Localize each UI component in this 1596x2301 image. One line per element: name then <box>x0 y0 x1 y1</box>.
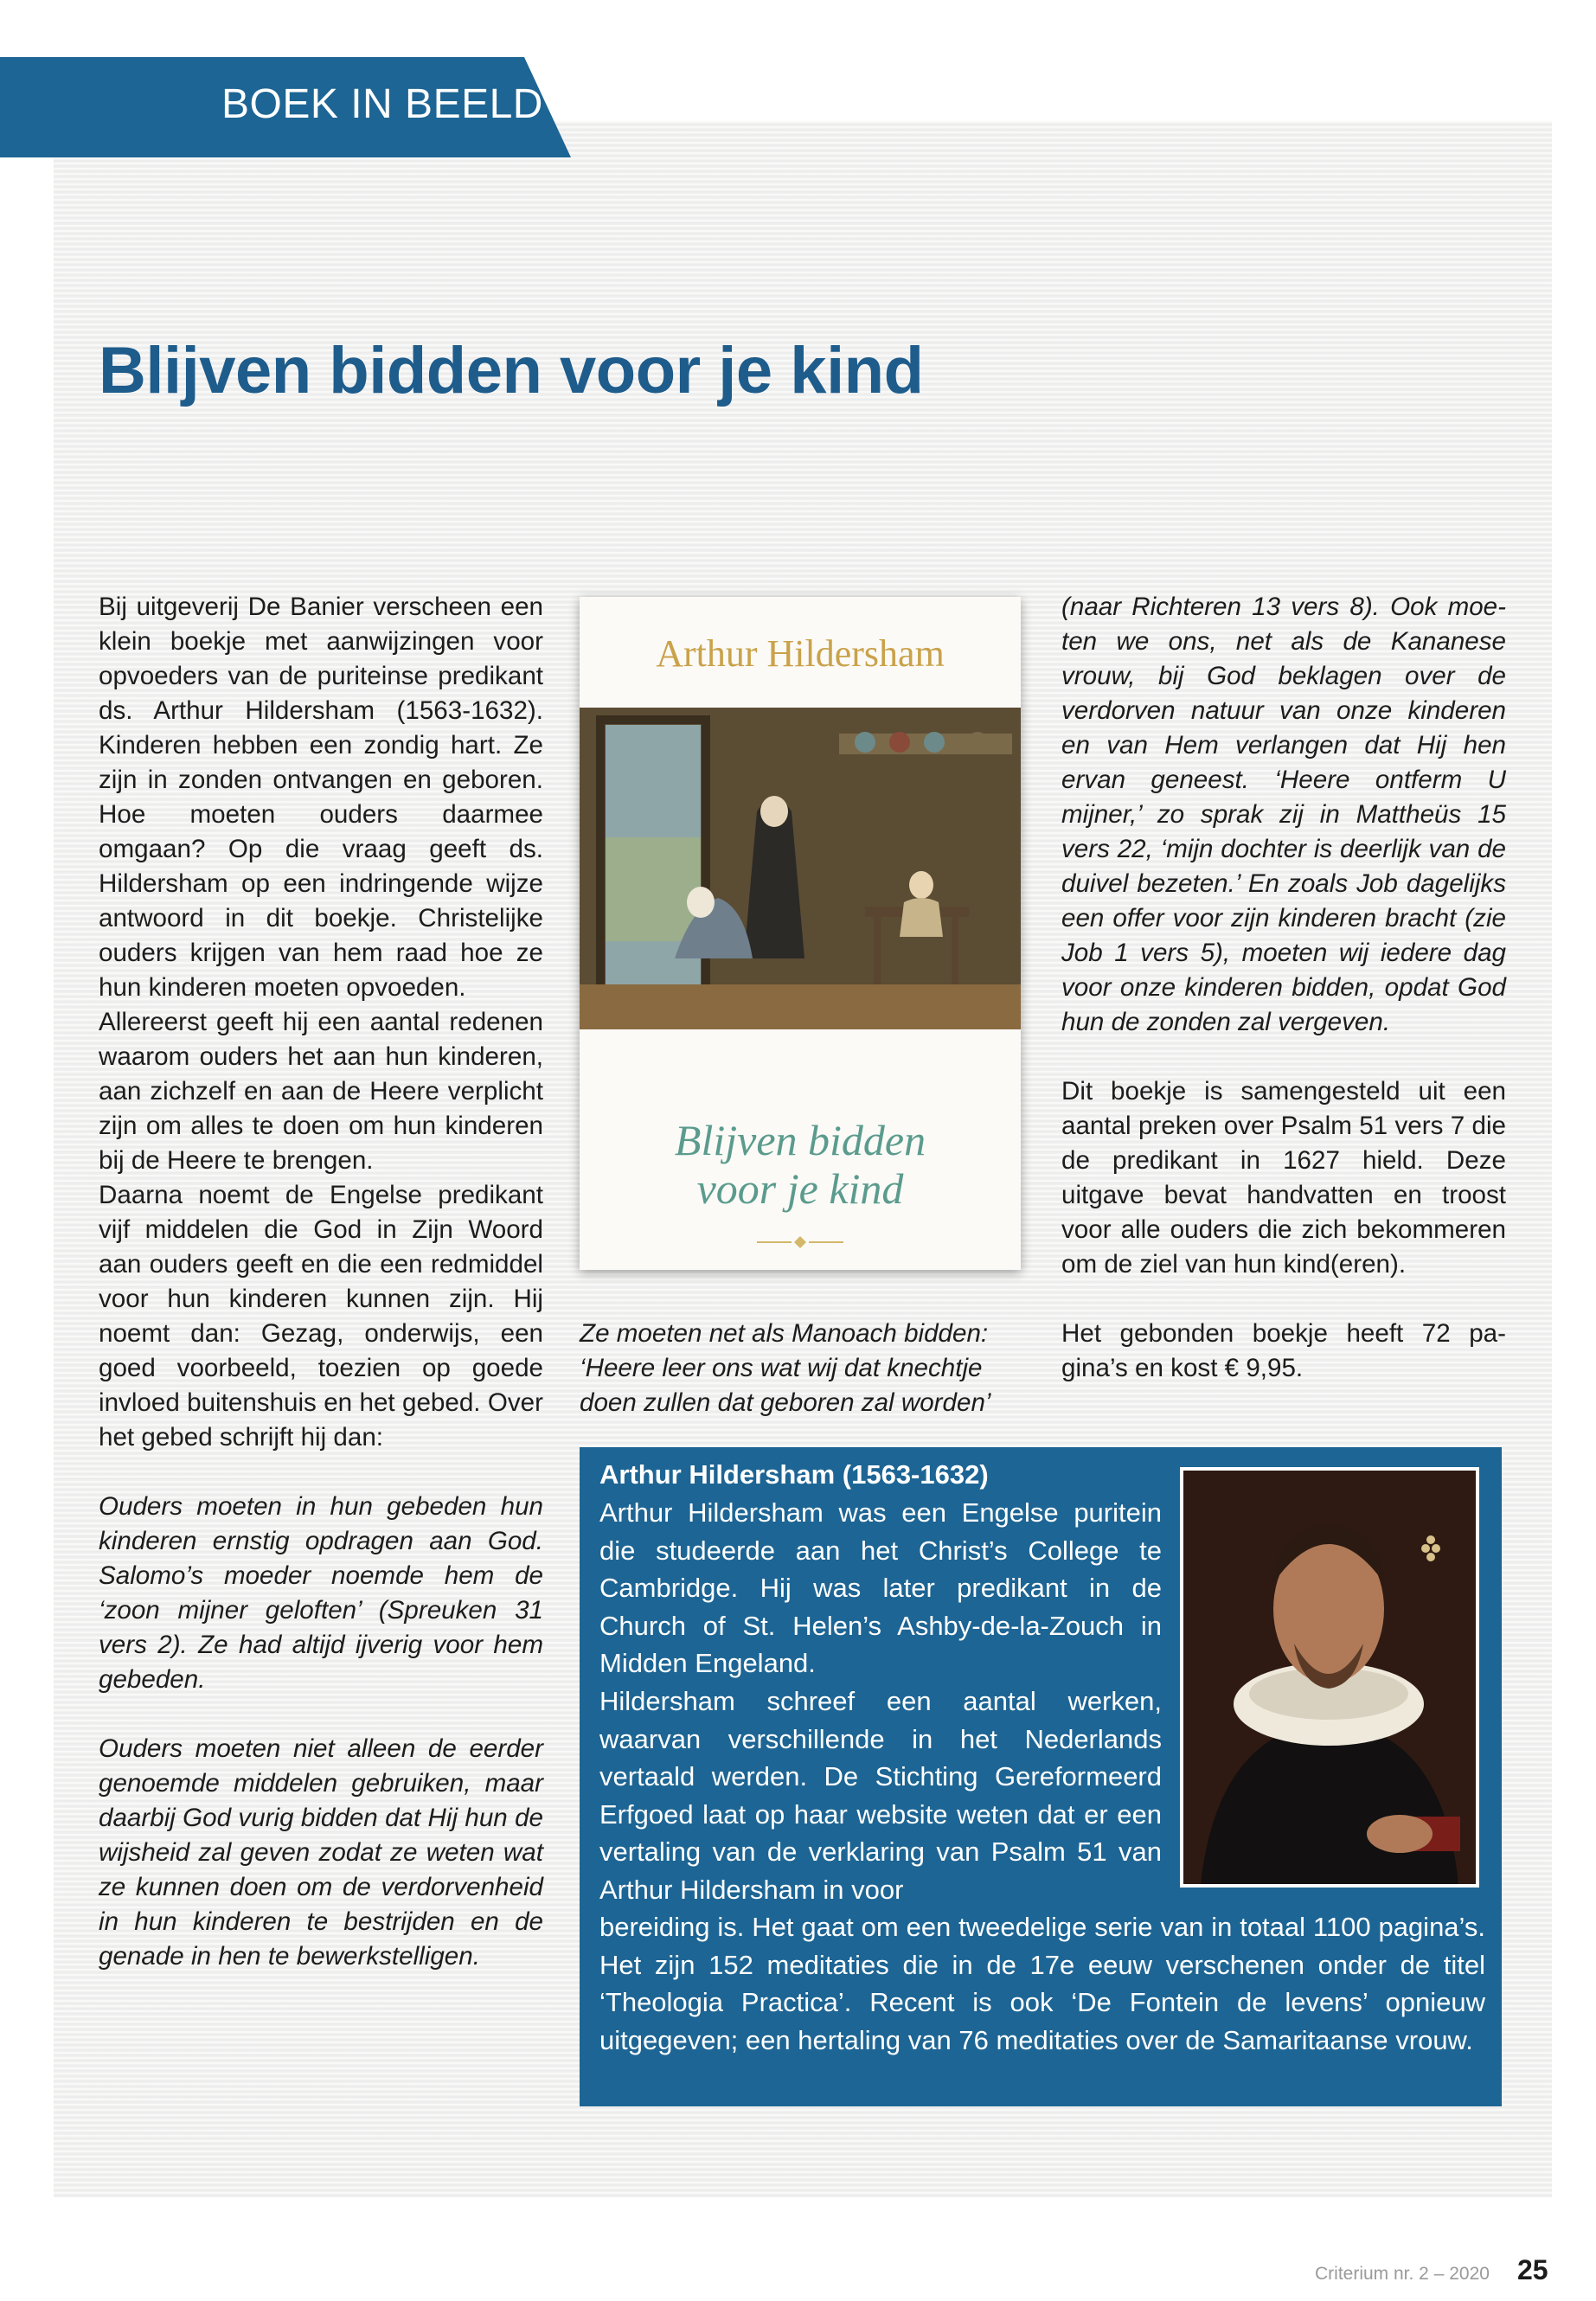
article-column-left <box>99 590 543 1974</box>
paragraph: Daarna noemt de Engelse predikant vijf middelen die God in Zijn Woord aan ouders geeft en die een redmiddel voor hun kinderen kunnen zijn. Hij noemt dan: Gezag, onderwijs, een goed voorbeeld, toezien op goede invloed buitenshuis en het gebed. Over het gebed schrijft hij dan: <box>99 1181 543 1452</box>
box-paragraph: Hildersham schreef een aantal werken, waarvan verschillende in het Nederlands vertaald werden. De Stichting Gereformeerd Erfgoed laat op haar website weten dat er een vertaling van de verklaring van Psalm 51 van Arthur Hildersham in voor <box>599 1686 1162 1905</box>
box-paragraph: bereiding is. Het gaat om een tweedelige serie van in totaal 1100 pagina’s. Het zijn 152 meditaties die in de 17e eeuw verschenen onder de titel ‘Theologia Practica’. Recent is ook ‘De Fontein de levens’ opnieuw uitgegeven; een hertaling van 76 meditaties over de Samaritaanse vrouw. <box>599 1912 1485 2055</box>
page-number: 25 <box>1517 2254 1548 2285</box>
cover-ornament-icon <box>753 1234 848 1251</box>
cover-painting <box>580 708 1021 1029</box>
article-title: Blijven bidden voor je kind <box>99 334 924 407</box>
cover-title-line: voor je kind <box>696 1164 904 1213</box>
box-paragraph: Arthur Hildersham was een Engelse puritein die studeerde aan het Christ’s College te Cambridge. Hij was later predikant in de Church of St. Helen’s Ashby-de-la-Zouch in Midden Engeland. <box>599 1497 1162 1678</box>
article-column-right <box>1061 590 1506 1386</box>
cover-caption: Ze moeten net als Manoach bidden: ‘Heere leer ons wat wij dat knechtje doen zullen dat geboren zal worden’ <box>580 1319 991 1417</box>
cover-author: Arthur Hildersham <box>656 632 945 675</box>
quote-paragraph: Ouders moeten in hun gebeden hun kinderen ernstig opdragen aan God. Salomo’s moeder noemde hem de ‘zoon mijner geloften’ (Spreuken 31 vers 2). Ze had altijd ijverig voor hem gebeden. <box>99 1492 543 1694</box>
book-cover <box>580 597 1021 1270</box>
paragraph: Het gebonden boekje heeft 72 pagina’s en kost € 9,95. <box>1061 1319 1506 1382</box>
cover-title <box>580 1116 1021 1213</box>
biography-box <box>580 1447 1502 2106</box>
portrait-image <box>1180 1467 1479 1888</box>
paragraph: Allereerst geeft hij een aantal redenen waarom ouders het aan hun kinderen, aan zichzelf en aan de Heere verplicht zijn om alles te doen om hun kinderen bij de Heere te brengen. <box>99 1008 543 1175</box>
footer-publication: Criterium nr. 2 – 2020 <box>1315 2264 1490 2284</box>
paragraph: Dit boekje is samengesteld uit een aantal preken over Psalm 51 vers 7 die de predikant in 1627 hield. Deze uitgave bevat handvatten en troost voor alle ouders die zich bekommeren om de ziel van hun kind(eren). <box>1061 1077 1506 1279</box>
paragraph: Bij uitgeverij De Banier verscheen een klein boekje met aanwijzingen voor opvoeders van de puriteinse predikant ds. Arthur Hildersham (1563-1632). Kinderen hebben een zondig hart. Ze zijn in zonden ontvangen en geboren. Hoe moeten ouders daarmee omgaan? Op die vraag geeft ds. Hildersham op een indringende wijze antwoord in dit boekje. Christelijke ouders krijgen van hem raad hoe ze hun kinderen moeten opvoeden. <box>99 593 543 1002</box>
section-label: BOEK IN BEELD <box>221 81 543 127</box>
cover-title-line: Blijven bidden <box>674 1116 926 1164</box>
quote-paragraph: Ouders moeten niet alleen de eerder genoemde middelen gebruiken, maar daarbij God vurig bidden dat Hij hun de wijsheid zal geven zodat ze weten wat ze kunnen doen om de verdorvenheid in hun kinderen te bestrijden en de genade in hen te bewerkstelligen. <box>99 1734 543 1971</box>
quote-paragraph: (naar Richteren 13 vers 8). Ook moeten we ons, net als de Kananese vrouw, bij God beklagen over de verdorven natuur van onze kinderen en van Hem verlangen dat Hij hen ervan geneest. ‘Heere ontferm U mijner,’ zo sprak zij in Mattheüs 15 vers 22, ‘mijn dochter is deerlijk van de duivel bezeten.’ En zoals Job dagelijks een offer voor zijn kinderen bracht (zie Job 1 vers 5), moeten wij iedere dag voor onze kinderen bidden, opdat God hun de zonden zal vergeven. <box>1061 593 1506 1036</box>
box-heading: Arthur Hildersham (1563-1632) <box>599 1459 989 1490</box>
